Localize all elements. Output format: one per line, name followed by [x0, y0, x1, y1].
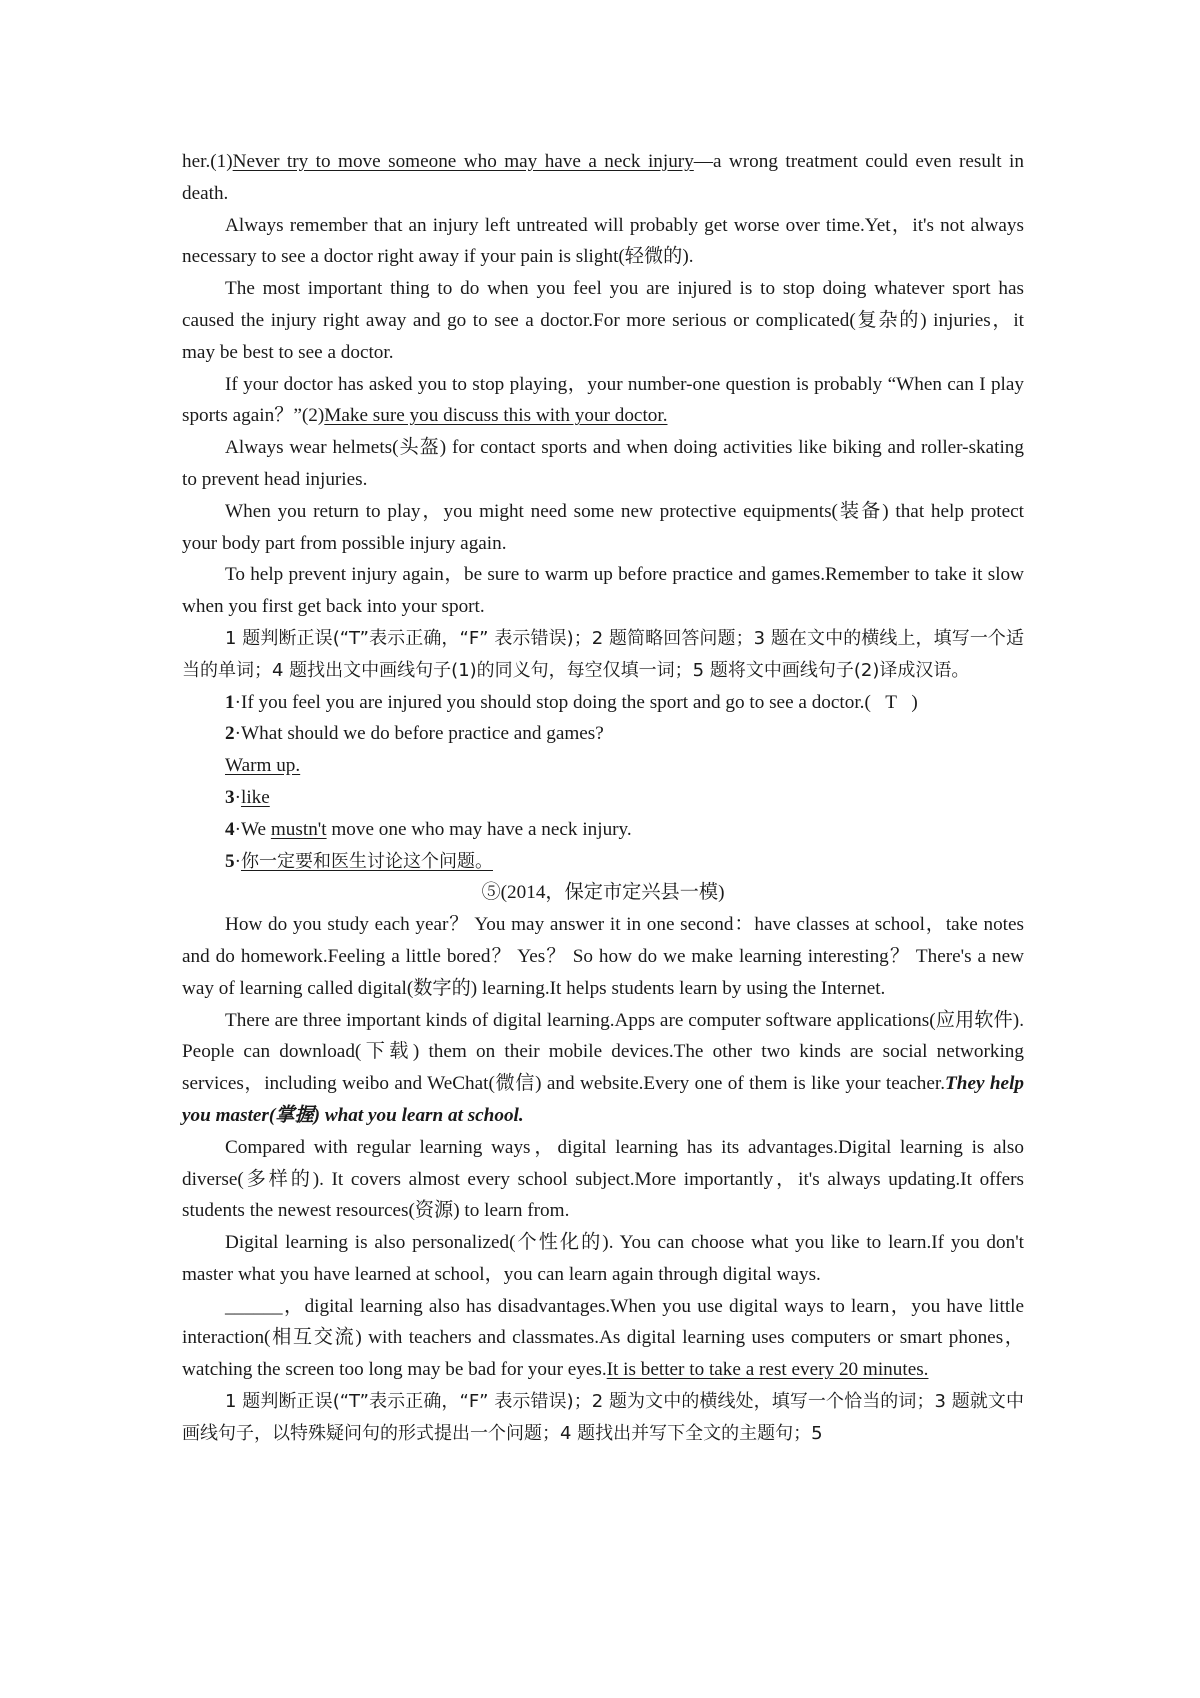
text-segment: If your doctor has asked you to stop playing，your number-one question is probably “When can I play sports again？”(2) [182, 373, 1024, 427]
document-page [182, 146, 1024, 1450]
answer-2 [182, 750, 1024, 782]
question-number: 5 [225, 850, 235, 872]
passage2-paragraph-2 [182, 1005, 1024, 1132]
answer-text: T [885, 691, 897, 713]
passage2-instructions: 1 题判断正误(“T”表示正确，“F” 表示错误)；2 题为文中的横线处，填写一个恰当的词；3 题就文中画线句子，以特殊疑问句的形式提出一个问题；4 题找出并写下全文的主题句；5 [182, 1391, 1024, 1444]
passage1-paragraph-5: Always wear helmets(头盔) for contact sports and when doing activities like biking and roller-skating to prevent head injuries. [182, 437, 1024, 490]
emphasized-sentence: They help you master(掌握) what you learn at school. [182, 1073, 1024, 1126]
question-5: 5·你一定要和医生讨论这个问题。 [225, 850, 493, 872]
passage2-paragraph-1: How do you study each year？ You may answer it in one second：have classes at school，take notes and do homework.Feeling a little bored？ Yes？ So how do we make learning interesting？ There's a new way of learning called digital(数字的) learning.It helps students learn by using the Internet. [182, 914, 1024, 999]
passage1-paragraph-3: The most important thing to do when you feel you are injured is to stop doing whatever sport has caused the injury right away and go to see a doctor.For more serious or complicated(复杂的) injuries，it may be best to see a doctor. [182, 278, 1024, 363]
question-number: 1 [225, 691, 235, 713]
passage1-paragraph-6: When you return to play，you might need some new protective equipments(装备) that help protect your body part from possible injury again. [182, 500, 1024, 554]
question-2: 2·What should we do before practice and games? [225, 723, 604, 745]
text-segment: There are three important kinds of digital learning.Apps are computer software applications(应用软件). People can download(下载) them on their mobile devices.The other two kinds are social networking services，including weibo and WeChat(微信) and website.Every one of them is like your teacher. [182, 1009, 1024, 1095]
question-3: 3·like [225, 786, 270, 808]
question-1: 1·If you feel you are injured you should stop doing the sport and go to see a doctor.( T ) [225, 691, 918, 713]
fill-blank: ______ [225, 1295, 283, 1317]
answer-text: mustn't [270, 818, 327, 840]
underlined-sentence-2: Make sure you discuss this with your doctor. [324, 405, 668, 427]
passage1-instructions: 1 题判断正误(“T”表示正确，“F” 表示错误)；2 题简略回答问题；3 题在文中的横线上，填写一个适当的单词；4 题找出文中画线句子(1)的同义句，每空仅填一词；5 题将文中画线句子(2)译成汉语。 [182, 627, 1024, 681]
text-segment: —a wrong treatment could even result in death. [182, 151, 1024, 204]
passage1-paragraph-7: To help prevent injury again，be sure to warm up before practice and games.Remember to take it slow when you first get back into your sport. [182, 564, 1024, 618]
text-segment: ) [911, 691, 918, 713]
question-4: 4·We mustn't move one who may have a neck injury. [225, 818, 632, 840]
passage2-paragraph-3: Compared with regular learning ways，digital learning has its advantages.Digital learning is also diverse(多样的). It covers almost every school subject.More importantly，it's always updating.It offers students the newest resources(资源) to learn from. [182, 1136, 1024, 1222]
question-number: 4 [225, 818, 235, 840]
text-segment: ，digital learning also has disadvantages.When you use digital ways to learn，you have little interaction(相互交流) with teachers and classmates.As digital learning uses computers or smart phones，watching the screen too long may be bad for your eyes. [182, 1295, 1024, 1381]
passage1-paragraph-1 [182, 146, 1024, 210]
text-segment: move one who may have a neck injury. [326, 818, 632, 840]
question-text: If you feel you are injured you should stop doing the sport and go to see a doctor.( [240, 691, 871, 713]
passage2-paragraph-4: Digital learning is also personalized(个性化的). You can choose what you like to learn.If you don't master what you have learned at school，you can learn again through digital ways. [182, 1232, 1024, 1285]
passage1-paragraph-4 [182, 369, 1024, 433]
passage1-paragraph-2: Always remember that an injury left untreated will probably get worse over time.Yet，it's not always necessary to see a doctor right away if your pain is slight(轻微的). [182, 214, 1024, 268]
passage2-paragraph-5 [182, 1291, 1024, 1386]
text-segment: We [240, 818, 271, 840]
underlined-sentence: It is better to take a rest every 20 minutes. [606, 1359, 929, 1381]
underlined-sentence-1: Never try to move someone who may have a neck injury [232, 151, 694, 172]
answer-text: Warm up. [225, 755, 301, 777]
answer-text: 你一定要和医生讨论这个问题。 [240, 850, 493, 872]
question-number: 2 [225, 723, 235, 745]
question-number: 3 [225, 786, 235, 808]
passage2-heading: ⑤(2014，保定市定兴县一模) [481, 882, 725, 904]
question-text: What should we do before practice and games? [240, 723, 604, 745]
text-segment: her.(1) [182, 151, 233, 172]
answer-text: like [240, 786, 270, 808]
